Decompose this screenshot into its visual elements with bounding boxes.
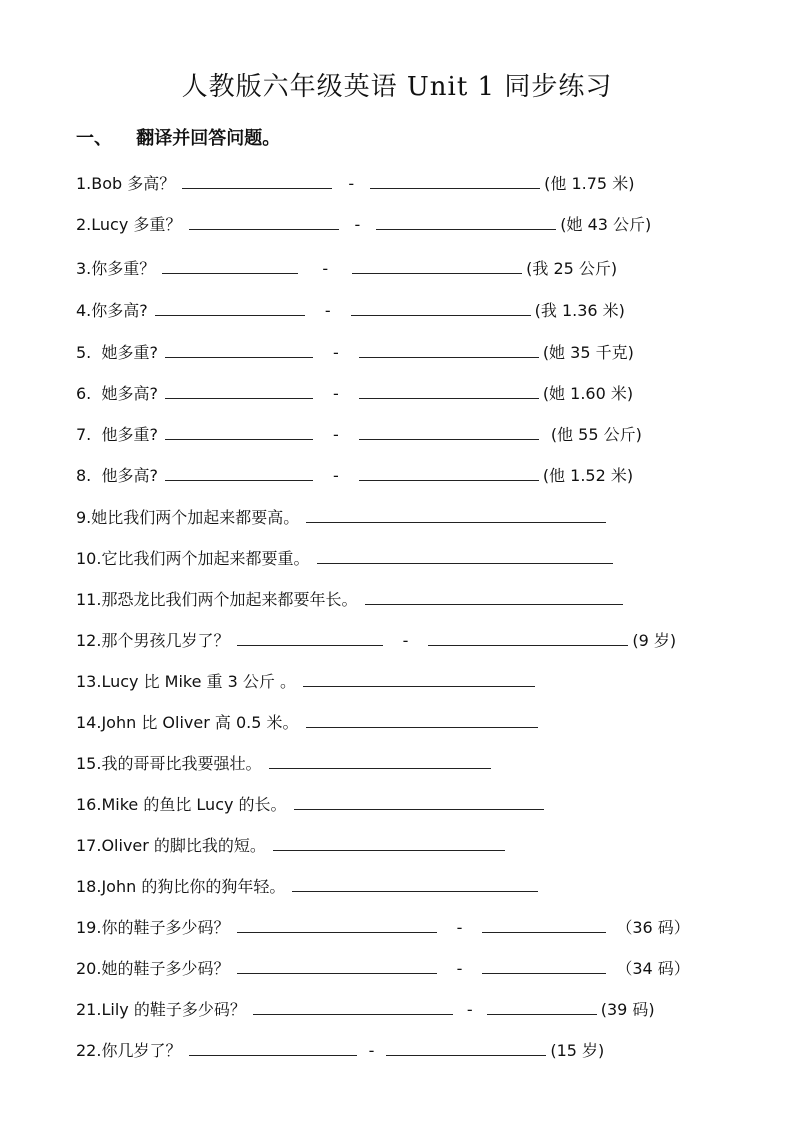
answer-hint: (他 55 公斤) bbox=[550, 425, 642, 444]
dash: - bbox=[348, 174, 355, 193]
question-18 bbox=[76, 873, 540, 897]
dash: - bbox=[354, 215, 361, 234]
question-number: 11. bbox=[76, 590, 102, 609]
question-4 bbox=[76, 297, 625, 321]
answer-blank-reply[interactable] bbox=[359, 339, 539, 358]
answer-blank-question[interactable] bbox=[165, 380, 313, 399]
answer-hint: (他 1.75 米) bbox=[544, 174, 635, 193]
question-text: Lucy 比 Mike 重 3 公斤 。 bbox=[101, 672, 296, 691]
question-text: 那恐龙比我们两个加起来都要年长。 bbox=[101, 590, 358, 609]
question-number: 4. bbox=[76, 301, 92, 320]
answer-blank-reply[interactable] bbox=[359, 462, 539, 481]
question-number: 14. bbox=[76, 713, 102, 732]
question-number: 1. bbox=[76, 174, 92, 193]
question-text: 你几岁了？ bbox=[101, 1041, 182, 1060]
answer-hint: (她 43 公斤) bbox=[560, 215, 652, 234]
question-text: 他多高? bbox=[101, 466, 158, 485]
answer-blank[interactable] bbox=[273, 832, 505, 851]
question-number: 15. bbox=[76, 754, 102, 773]
question-21 bbox=[76, 996, 655, 1020]
question-13 bbox=[76, 668, 537, 692]
answer-blank-reply[interactable] bbox=[352, 255, 522, 274]
answer-blank-question[interactable] bbox=[165, 462, 313, 481]
question-2 bbox=[76, 211, 651, 235]
answer-hint: (他 1.52 米) bbox=[542, 466, 634, 485]
answer-blank-question[interactable] bbox=[155, 297, 305, 316]
answer-blank[interactable] bbox=[292, 873, 538, 892]
page-title: 人教版六年级英语 Unit 1 同步练习 bbox=[181, 72, 613, 102]
question-text: 她的鞋子多少码？ bbox=[101, 959, 230, 978]
answer-blank-reply[interactable] bbox=[482, 914, 606, 933]
dash: - bbox=[456, 918, 463, 937]
question-5 bbox=[76, 339, 634, 363]
question-11 bbox=[76, 586, 625, 610]
section-heading bbox=[76, 124, 280, 150]
answer-blank-question[interactable] bbox=[182, 170, 332, 189]
question-number: 7. bbox=[76, 425, 92, 444]
question-8 bbox=[76, 462, 633, 486]
answer-blank-reply[interactable] bbox=[428, 627, 628, 646]
answer-hint: (我 1.36 米) bbox=[534, 301, 625, 320]
answer-hint: (她 1.60 米) bbox=[542, 384, 634, 403]
answer-hint: (9 岁) bbox=[632, 631, 677, 650]
answer-blank-question[interactable] bbox=[162, 255, 298, 274]
answer-blank[interactable] bbox=[317, 545, 613, 564]
question-number: 20. bbox=[76, 959, 102, 978]
question-6 bbox=[76, 380, 633, 404]
question-text: 他多重? bbox=[101, 425, 158, 444]
question-7 bbox=[76, 421, 642, 445]
question-20 bbox=[76, 955, 690, 979]
question-number: 3. bbox=[76, 259, 92, 278]
question-text: 她多高? bbox=[101, 384, 158, 403]
question-9 bbox=[76, 504, 608, 528]
question-19 bbox=[76, 914, 690, 938]
answer-blank[interactable] bbox=[365, 586, 623, 605]
answer-blank-reply[interactable] bbox=[386, 1037, 546, 1056]
dash: - bbox=[322, 259, 329, 278]
question-number: 2. bbox=[76, 215, 92, 234]
answer-hint: (39 码) bbox=[600, 1000, 655, 1019]
dash: - bbox=[368, 1041, 375, 1060]
question-12 bbox=[76, 627, 676, 651]
question-text: 你多高? bbox=[91, 301, 148, 320]
question-number: 8. bbox=[76, 466, 92, 485]
answer-blank[interactable] bbox=[269, 750, 491, 769]
dash: - bbox=[456, 959, 463, 978]
dash: - bbox=[333, 466, 339, 485]
question-text: 你多重？ bbox=[91, 259, 156, 278]
answer-blank[interactable] bbox=[306, 504, 606, 523]
question-text: 她比我们两个加起来都要高。 bbox=[91, 508, 300, 527]
answer-blank-question[interactable] bbox=[189, 211, 339, 230]
answer-blank-reply[interactable] bbox=[487, 996, 597, 1015]
question-3 bbox=[76, 255, 617, 279]
question-text: John 比 Oliver 高 0.5 米。 bbox=[101, 713, 299, 732]
question-text: Lucy 多重？ bbox=[91, 215, 182, 234]
question-text: 它比我们两个加起来都要重。 bbox=[101, 549, 310, 568]
question-10 bbox=[76, 545, 615, 569]
question-number: 10. bbox=[76, 549, 102, 568]
answer-hint: (15 岁) bbox=[550, 1041, 605, 1060]
question-text: 那个男孩几岁了？ bbox=[101, 631, 230, 650]
question-16 bbox=[76, 791, 546, 815]
answer-blank-question[interactable] bbox=[165, 421, 313, 440]
question-number: 5. bbox=[76, 343, 92, 362]
question-text: 我的哥哥比我要强壮。 bbox=[101, 754, 262, 773]
question-number: 17. bbox=[76, 836, 102, 855]
dash: - bbox=[402, 631, 409, 650]
question-number: 12. bbox=[76, 631, 102, 650]
dash: - bbox=[324, 301, 331, 320]
question-number: 6. bbox=[76, 384, 92, 403]
answer-blank-question[interactable] bbox=[165, 339, 313, 358]
question-text: 你的鞋子多少码？ bbox=[101, 918, 230, 937]
answer-blank-reply[interactable] bbox=[359, 421, 539, 440]
dash: - bbox=[333, 343, 339, 362]
question-number: 18. bbox=[76, 877, 102, 896]
answer-blank-question[interactable] bbox=[237, 955, 437, 974]
question-17 bbox=[76, 832, 507, 856]
answer-blank[interactable] bbox=[306, 709, 538, 728]
question-number: 21. bbox=[76, 1000, 102, 1019]
question-text: Lily 的鞋子多少码？ bbox=[101, 1000, 246, 1019]
question-1 bbox=[76, 170, 634, 194]
section-label: 翻译并回答问题。 bbox=[136, 128, 281, 149]
answer-blank-question[interactable] bbox=[253, 996, 453, 1015]
question-text: 她多重? bbox=[101, 343, 158, 362]
question-text: Mike 的鱼比 Lucy 的长。 bbox=[101, 795, 287, 814]
dash: - bbox=[333, 425, 339, 444]
question-22 bbox=[76, 1037, 604, 1061]
question-number: 13. bbox=[76, 672, 102, 691]
answer-blank-question[interactable] bbox=[237, 914, 437, 933]
answer-blank-reply[interactable] bbox=[359, 380, 539, 399]
answer-hint: (她 35 千克) bbox=[542, 343, 634, 362]
question-text: Bob 多高？ bbox=[91, 174, 176, 193]
answer-blank-reply[interactable] bbox=[351, 297, 531, 316]
answer-blank-reply[interactable] bbox=[482, 955, 606, 974]
question-15 bbox=[76, 750, 493, 774]
answer-blank-reply[interactable] bbox=[370, 170, 540, 189]
question-14 bbox=[76, 709, 540, 733]
question-number: 16. bbox=[76, 795, 102, 814]
answer-blank-question[interactable] bbox=[237, 627, 383, 646]
answer-blank-reply[interactable] bbox=[376, 211, 556, 230]
dash: - bbox=[466, 1000, 473, 1019]
question-number: 19. bbox=[76, 918, 102, 937]
answer-blank[interactable] bbox=[303, 668, 535, 687]
question-number: 22. bbox=[76, 1041, 102, 1060]
dash: - bbox=[333, 384, 339, 403]
answer-blank[interactable] bbox=[294, 791, 544, 810]
section-number: 一、 bbox=[76, 128, 112, 149]
question-text: John 的狗比你的狗年轻。 bbox=[101, 877, 286, 896]
question-number: 9. bbox=[76, 508, 92, 527]
answer-hint: （34 码） bbox=[616, 959, 690, 978]
question-text: Oliver 的脚比我的短。 bbox=[101, 836, 266, 855]
answer-hint: （36 码） bbox=[616, 918, 690, 937]
answer-blank-question[interactable] bbox=[189, 1037, 357, 1056]
answer-hint: (我 25 公斤) bbox=[526, 259, 618, 278]
